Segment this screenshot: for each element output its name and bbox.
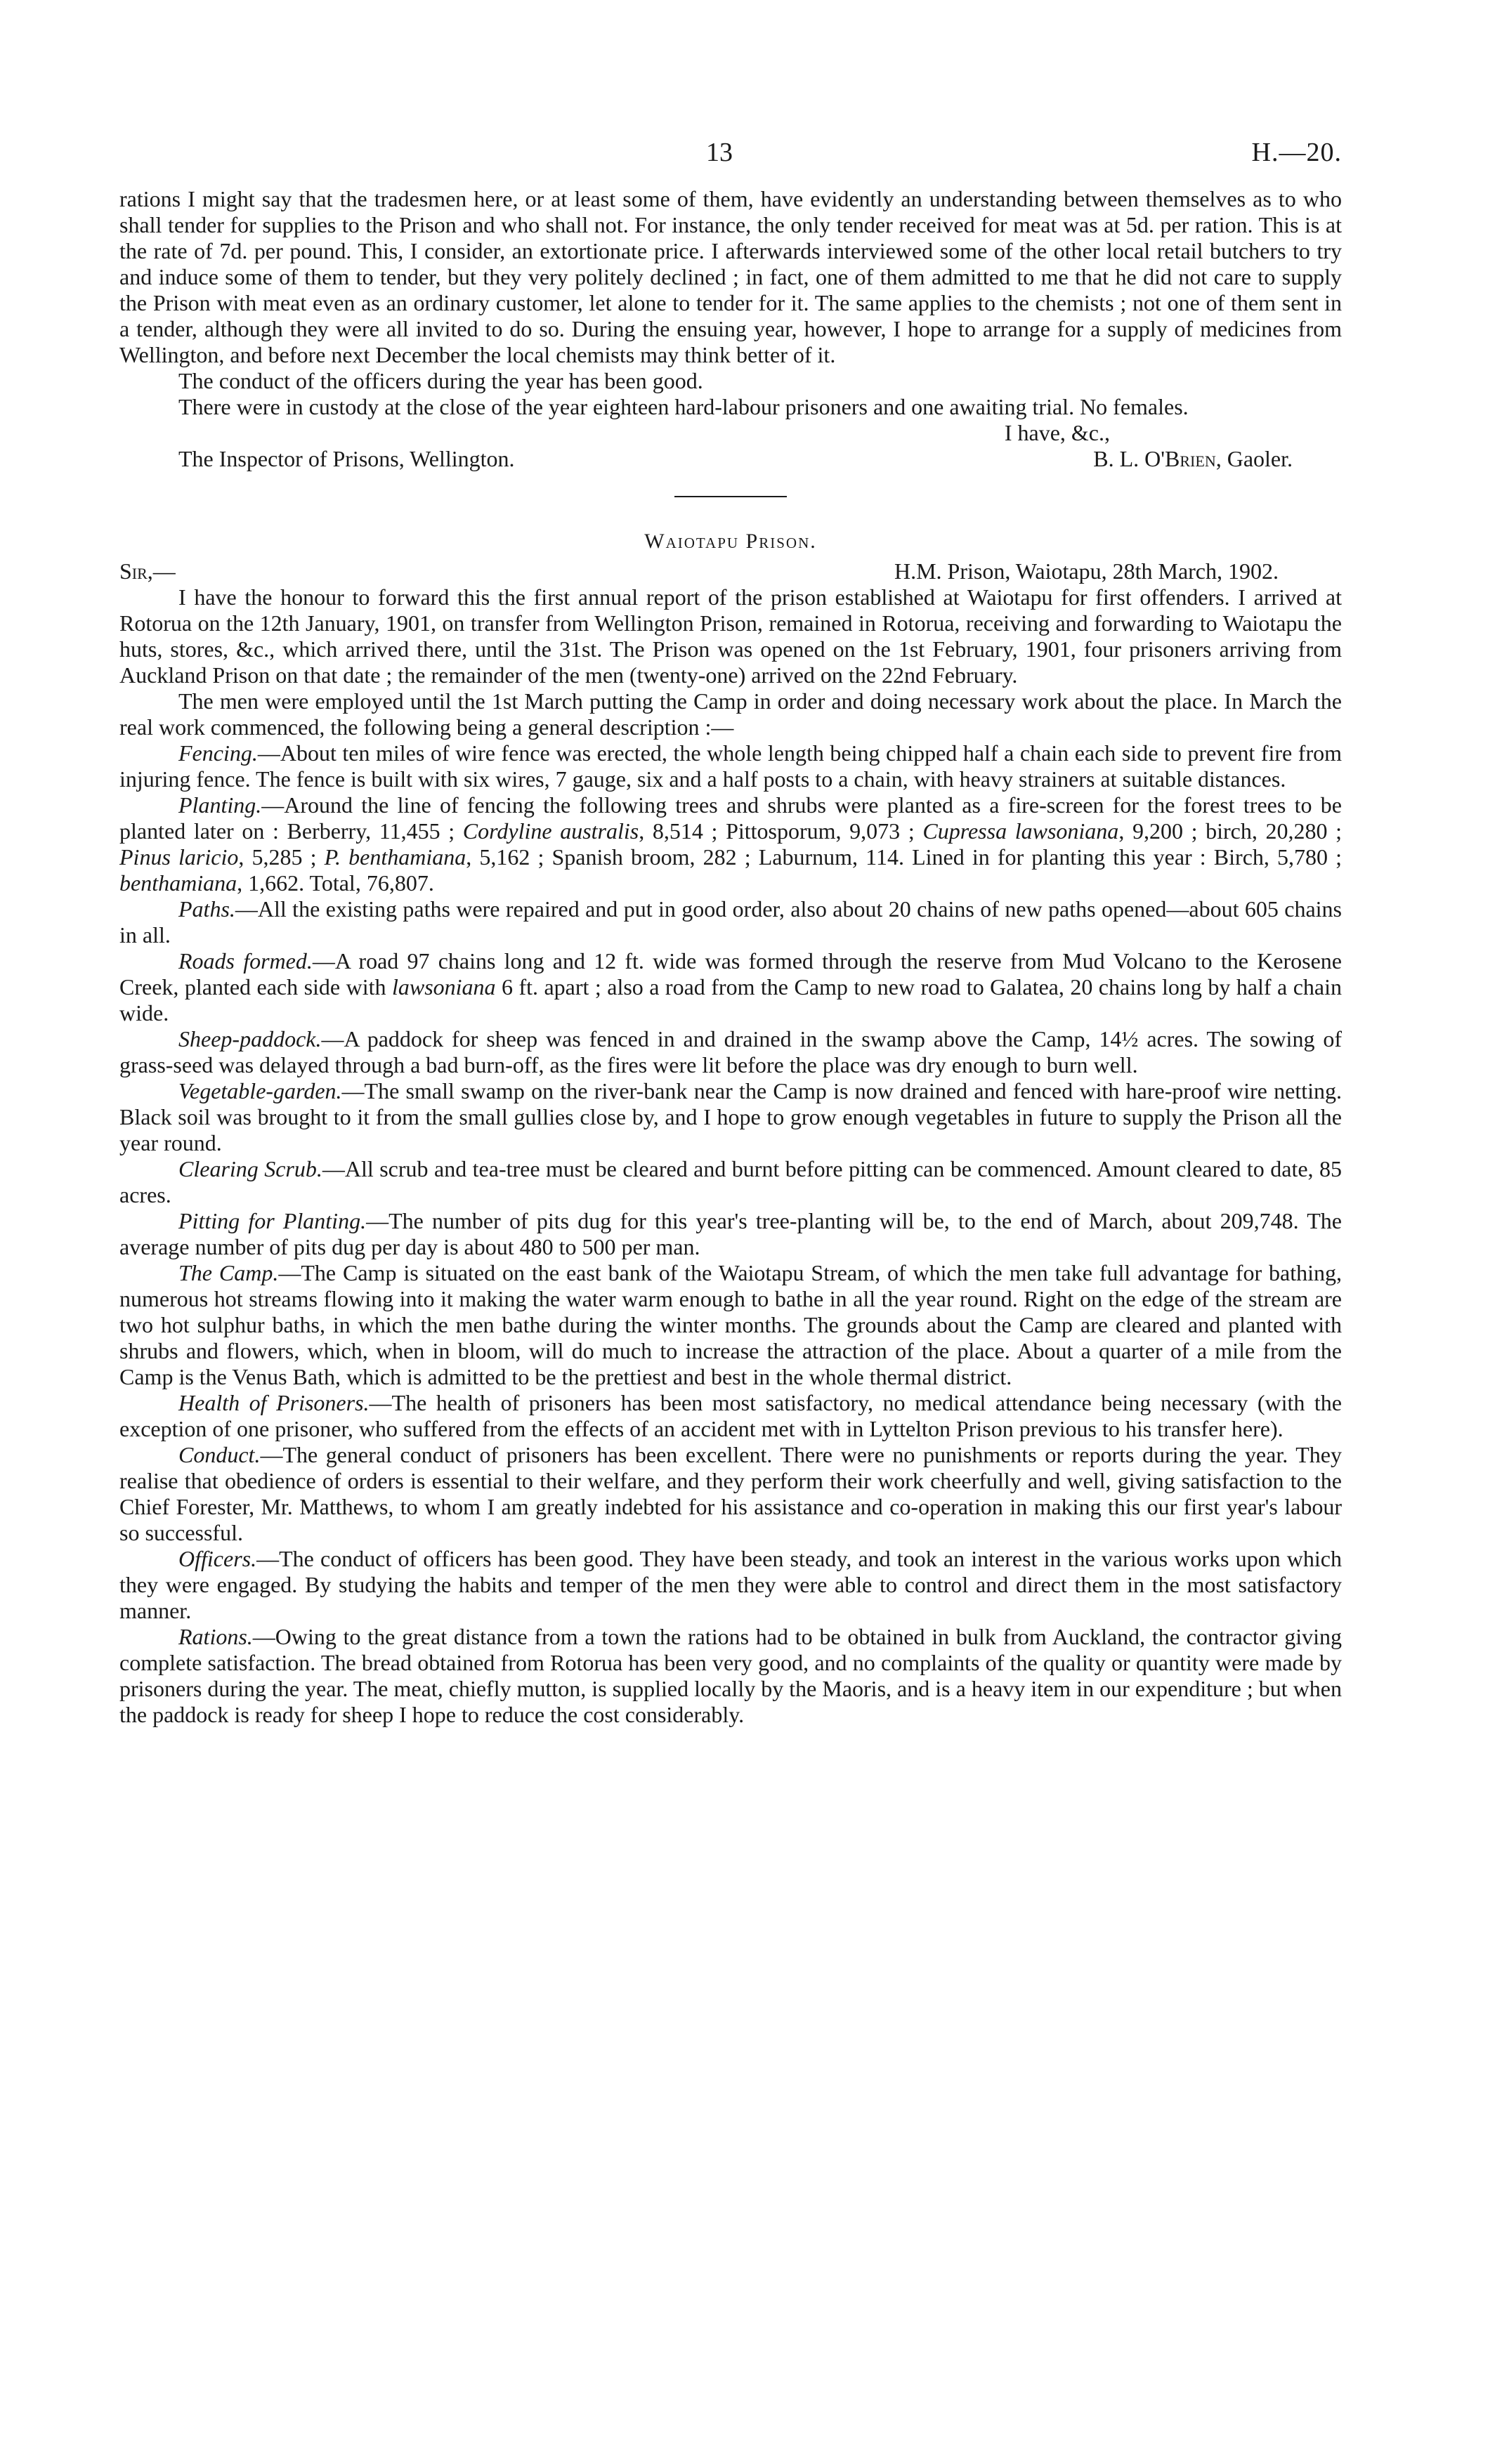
camp-text: —The Camp is situated on the east bank of the Waiotapu Stream, of which the men take full advantage for bathing, numerous hot streams flowing into it making the water warm enough to bathe in all the year round. Right on the edge of the stream are two hot sulphur baths, in which the men bathe during the winter months. The grounds about the Camp are cleared and planted with shrubs and flowers, which, when in bloom, will do much to increase the attraction of the place. About a quarter of a mile from the Camp is the Venus Bath, which is admitted to be the prettiest and best in the whole thermal district. (119, 1260, 1343, 1389)
sheep-paragraph (119, 1026, 1342, 1078)
signatory-name: O'Brien (1144, 446, 1216, 471)
page-header (119, 137, 1342, 186)
planting-heading: Planting. (178, 792, 262, 818)
signatory-initials: B. L. (1093, 446, 1139, 471)
officers-text: —The conduct of officers has been good. They have been steady, and took an interest in the various works upon which they were engaged. By studying the habits and temper of the men they were able to control and direct them in the most satisfactory manner. (119, 1546, 1342, 1623)
section-title: Waiotapu Prison. (644, 530, 817, 553)
camp-paragraph (119, 1260, 1342, 1390)
camp-heading: The Camp. (178, 1260, 279, 1285)
rations-heading: Rations. (178, 1624, 253, 1649)
report-body (119, 186, 1342, 1728)
officers-paragraph (119, 1546, 1342, 1624)
salutation: Sir,— (119, 558, 176, 584)
closing-salutation: I have, &c., (1004, 420, 1110, 445)
closing-row (119, 420, 1342, 446)
health-paragraph (119, 1390, 1342, 1442)
species-cordyline: Cordyline australis (462, 818, 639, 844)
roads-paragraph (119, 948, 1342, 1026)
health-text: —The health of prisoners has been most satisfactory, no medical attendance being necessary (with the exception of one prisoner, who suffered from the effects of an accident met with in Lyttelton Prison previous to his transfer here). (119, 1390, 1342, 1441)
officers-heading: Officers. (178, 1546, 257, 1571)
roads-heading: Roads formed. (178, 948, 313, 974)
dateline: H.M. Prison, Waiotapu, 28th March, 1902. (894, 558, 1279, 584)
paths-paragraph (119, 896, 1342, 948)
pitting-text: —The number of pits dug for this year's tree-planting will be, to the end of March, about 209,748. The average number of pits dug per day is about 480 to 500 per man. (119, 1208, 1343, 1259)
document-page (119, 137, 1342, 1728)
officers-conduct-paragraph: The conduct of the officers during the year has been good. (178, 368, 703, 393)
species-pinus: Pinus laricio (119, 844, 239, 870)
signature-row (119, 446, 1342, 472)
page-number: 13 (706, 138, 733, 167)
vegetable-heading: Vegetable-garden. (178, 1078, 342, 1103)
planting-text-5: , 5,162 ; Spanish broom, 282 ; Laburnum, 114. Lined in for planting this year : Birch, 5,780 ; (466, 844, 1343, 870)
paths-heading: Paths. (178, 896, 235, 922)
roads-text-1: —A road 97 chains long and 12 ft. wide was formed through the reserve from Mud Volcano to the Kerosene Creek, planted each side with (119, 948, 1343, 1000)
conduct-heading: Conduct. (178, 1442, 261, 1467)
fencing-paragraph (119, 740, 1342, 792)
planting-text-2: , 8,514 ; Pittosporum, 9,073 ; (639, 818, 923, 844)
rations-paragraph (119, 1624, 1342, 1728)
section-divider (674, 496, 787, 497)
species-lawsoniana: lawsoniana (391, 974, 496, 1000)
planting-text-4: , 5,285 ; (238, 844, 325, 870)
planting-text-3: , 9,200 ; birch, 20,280 ; (1118, 818, 1343, 844)
signatory-title: , Gaoler. (1215, 446, 1293, 471)
employed-paragraph: The men were employed until the 1st March putting the Camp in order and doing necessary work about the place. In March the real work commenced, the following being a general description :— (119, 688, 1342, 740)
species-benthamiana: P. benthamiana (324, 844, 466, 870)
paths-text: —All the existing paths were repaired and put in good order, also about 20 chains of new paths opened—about 605 chains in all. (119, 896, 1342, 948)
health-heading: Health of Prisoners. (178, 1390, 370, 1415)
custody-paragraph: There were in custody at the close of the year eighteen hard-labour prisoners and one awaiting trial. No females. (178, 394, 1189, 419)
intro-paragraph: I have the honour to forward this the first annual report of the prison established at Waiotapu for first offenders. I arrived at Rotorua on the 12th January, 1901, on transfer from Wellington Prison, remained in Rotorua, receiving and forwarding to Waiotapu the huts, stores, &c., which arrived there, until the 31st. The Prison was opened on the 1st February, 1901, four prisoners arriving from Auckland Prison on that date ; the remainder of the men (twenty-one) arrived on the 22nd February. (119, 584, 1342, 688)
scrub-text: —All scrub and tea-tree must be cleared and burnt before pitting can be commenced. Amount cleared to date, 85 acres. (119, 1156, 1343, 1207)
pitting-paragraph (119, 1208, 1342, 1260)
fencing-heading: Fencing. (178, 740, 258, 766)
vegetable-paragraph (119, 1078, 1342, 1156)
planting-paragraph (119, 792, 1342, 896)
conduct-text: —The general conduct of prisoners has been excellent. There were no punishments or reports during the year. They realise that obedience of orders is essential to their welfare, and they perform their work cheerfully and well, giving satisfaction to the Chief Forester, Mr. Matthews, to whom I am greatly indebted for his assistance and co-operation in making this our first year's labour so successful. (119, 1442, 1342, 1545)
roads-text-2: 6 ft. apart ; also a road from the Camp to new road to Galatea, 20 chains long by half a chain wide. (119, 974, 1343, 1025)
scrub-paragraph (119, 1156, 1342, 1208)
pitting-heading: Pitting for Planting. (178, 1208, 367, 1233)
continuation-paragraph: rations I might say that the tradesmen here, or at least some of them, have evidently an understanding between themselves as to who shall tender for supplies to the Prison and who shall not. For instance, the only tender received for meat was at 5d. per ration. This is at the rate of 7d. per pound. This, I consider, an extortionate price. I afterwards interviewed some of the other local retail butchers to try and induce some of them to tender, but they very politely declined ; in fact, one of them admitted to me that he did not care to supply the Prison with meat even as an ordinary customer, let alone to tender for it. The same applies to the chemists ; not one of them sent in a tender, although they were all invited to do so. During the ensuing year, however, I hope to arrange for a supply of medicines from Wellington, and before next December the local chemists may think better of it. (119, 186, 1342, 367)
species-benthamiana-2: benthamiana (119, 870, 237, 896)
sheep-heading: Sheep-paddock. (178, 1026, 322, 1051)
vegetable-text: —The small swamp on the river-bank near the Camp is now drained and fenced with hare-proof wire netting. Black soil was brought to it from the small gullies close by, and I hope to grow enough vegetables in future to supply the Prison all the year round. (119, 1078, 1342, 1155)
document-reference: H.—20. (1251, 138, 1342, 167)
conduct-paragraph (119, 1442, 1342, 1546)
salutation-row (119, 558, 1342, 584)
planting-text-1: —Around the line of fencing the following trees and shrubs were planted as a fire-screen for the forest trees to be planted later on : Berberry, 11,455 ; (119, 792, 1342, 844)
planting-text-6: , 1,662. Total, 76,807. (237, 870, 434, 896)
species-cupressa: Cupressa lawsoniana (922, 818, 1119, 844)
signature (1093, 446, 1342, 472)
scrub-heading: Clearing Scrub. (178, 1156, 322, 1181)
sheep-text: —A paddock for sheep was fenced in and drained in the swamp above the Camp, 14½ acres. The sowing of grass-seed was delayed through a bad burn-off, as the fires were lit before the place was dry enough to burn well. (119, 1026, 1342, 1077)
fencing-text: —About ten miles of wire fence was erected, the whole length being chipped half a chain each side to prevent fire from injuring fence. The fence is built with six wires, 7 gauge, six and a half posts to a chain, with heavy strainers at suitable distances. (119, 740, 1342, 792)
rations-text: —Owing to the great distance from a town the rations had to be obtained in bulk from Auckland, the contractor giving complete satisfaction. The bread obtained from Rotorua has been very good, and no complaints of the quality or quantity were made by prisoners during the year. The meat, chiefly mutton, is supplied locally by the Maoris, and is a heavy item in our expenditure ; but when the paddock is ready for sheep I hope to reduce the cost considerably. (119, 1624, 1342, 1727)
addressee: The Inspector of Prisons, Wellington. (178, 446, 515, 471)
